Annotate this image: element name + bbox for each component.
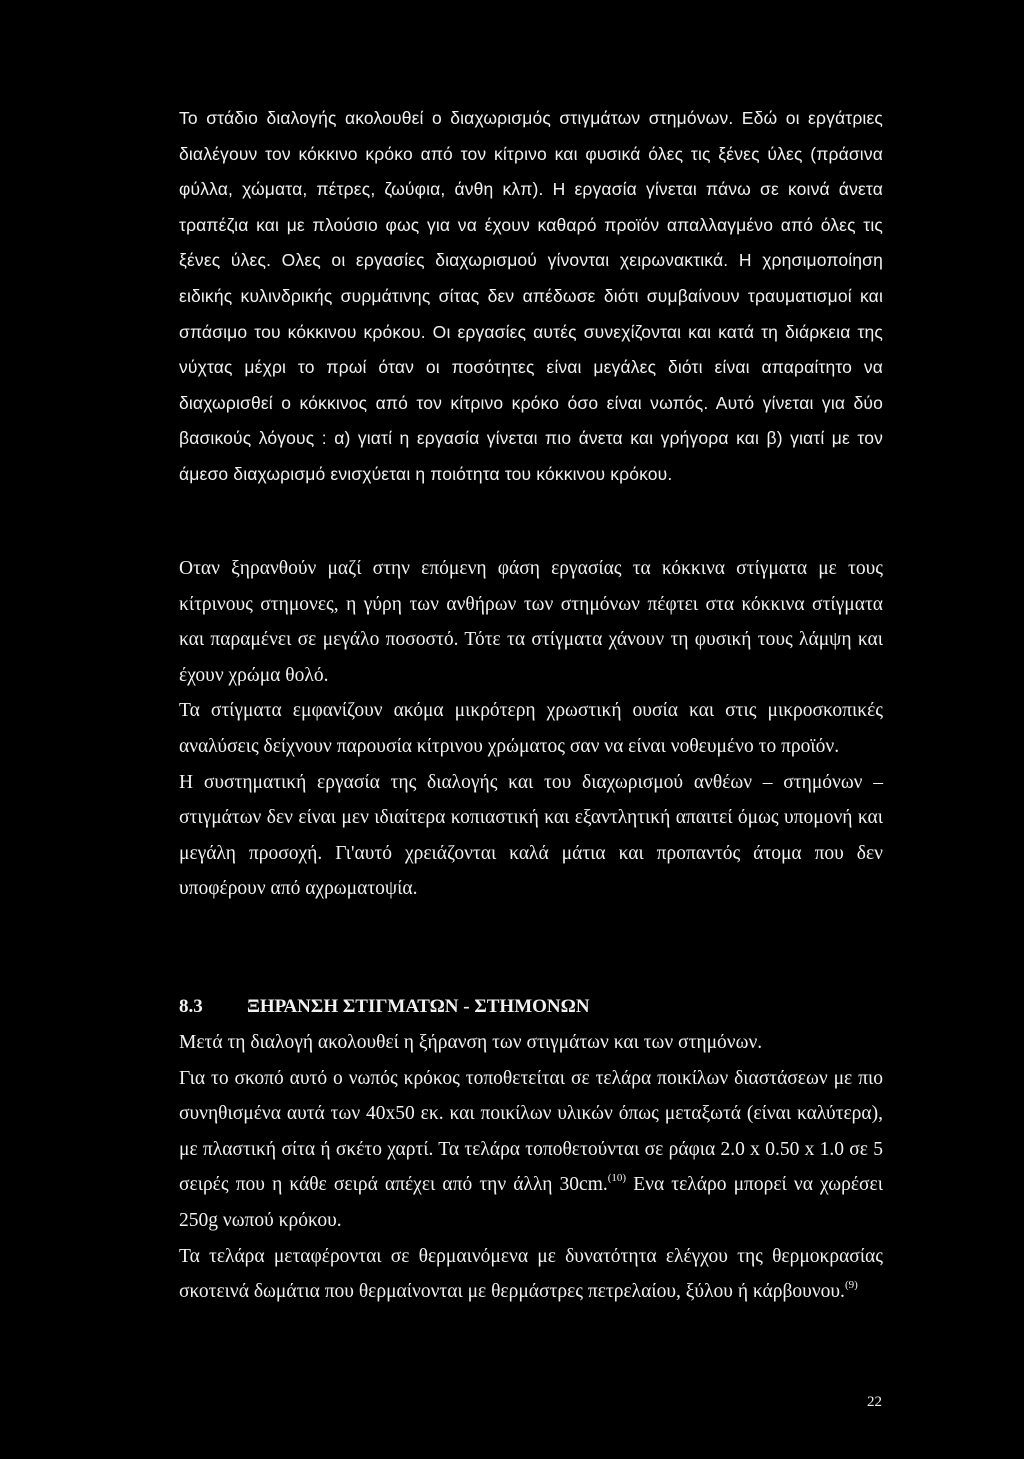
frames-text: Για το σκοπό αυτό ο νωπός κρόκος τοποθετείται σε τελάρα ποικίλων διαστάσεων με πιο συνηθισμένα αυτά των 40x50 εκ. και ποικίλων υλικών όπως μεταξωτά (είναι καλύτερα), με πλαστική σίτα ή σκέτο χαρτί. Τα τελάρα τοποθετούνται σε ράφια 2.0 x 0.50 x 1.0 σε 5 σειρές που η κάθε σειρά απέχει από την άλλη 30cm.: [179, 1067, 883, 1196]
section-drying-text: [179, 1025, 883, 1310]
section-pollen-text: [179, 551, 883, 907]
paragraph-pigment: Τα στίγματα εμφανίζουν ακόμα μικρότερη χρωστική ουσία και στις μικροσκοπικές αναλύσεις δείχνουν παρουσία κίτρινου χρώματος σαν να είναι νοθευμένο το προϊόν.: [179, 700, 883, 757]
footnote-ref-10: (10): [607, 1171, 627, 1184]
page-number: 22: [867, 1394, 882, 1410]
paragraph-drying-rooms: [179, 1239, 883, 1310]
rooms-text: Τα τελάρα μεταφέρονται σε θερμαινόμενα με δυνατότητα ελέγχου της θερμοκρασίας σκοτεινά δωμάτια που θερμαίνονται με θερμάστρες πετρελαίου, ξύλου ή κάρβουνου.: [179, 1245, 883, 1303]
section-heading: [179, 989, 883, 1025]
paragraph-drying-frames: [179, 1061, 883, 1239]
paragraph-systematic-work: Η συστηματική εργασία της διαλογής και του διαχωρισμού ανθέων – στημόνων – στιγμάτων δεν είναι μεν ιδιαίτερα κοπιαστική και εξαντλητική απαιτεί όμως υπομονή και μεγάλη προσοχή. Γι'αυτό χρειάζονται καλά μάτια και προπαντός άτομα που δεν υποφέρουν από αχρωματοψία.: [179, 771, 883, 900]
footnote-ref-9: (9): [844, 1278, 858, 1291]
paragraph-pollen: Οταν ξηρανθούν μαζί στην επόμενη φάση εργασίας τα κόκκινα στίγματα με τους κίτρινους στημονες, η γύρη των ανθήρων των στημόνων πέφτει στα κόκκινα στίγματα και παραμένει σε μεγάλο ποσοστό. Τότε τα στίγματα χάνουν τη φυσική τους λάμψη και έχουν χρώμα θολό.: [179, 558, 883, 686]
section-title: ΞΗΡΑΝΣΗ ΣΤΙΓΜΑΤΩΝ - ΣΤΗΜΟΝΩΝ: [247, 996, 590, 1017]
section-number: 8.3: [179, 996, 203, 1017]
frames-capacity-text: Ενα τελάρο μπορεί να χωρέσει 250g νωπού κρόκου.: [179, 1174, 883, 1231]
paragraph-sorting: Το στάδιο διαλογής ακολουθεί ο διαχωρισμός στιγμάτων στημόνων. Εδώ οι εργάτριες διαλέγουν τον κόκκινο κρόκο από τον κίτρινο και φυσικά όλες τις ξένες ύλες (πράσινα φύλλα, χώματα, πέτρες, ζωύφια, άνθη κλπ). Η εργασία γίνεται πάνω σε κοινά άνετα τραπέζια και με πλούσιο φως για να έχουν καθαρό προϊόν απαλλαγμένο από όλες τις ξένες ύλες. Ολες οι εργασίες διαχωρισμού γίνονται χειρωνακτικά. Η χρησιμοποίηση ειδικής κυλινδρικής συρμάτινης σίτας δεν απέδωσε διότι συμβαίνουν τραυματισμοί και σπάσιμο του κόκκινου κρόκου. Οι εργασίες αυτές συνεχίζονται και κατά τη διάρκεια της νύχτας μέχρι το πρωί όταν οι ποσότητες είναι μεγάλες διότι είναι απαραίτητο να διαχωρισθεί ο κόκκινος από τον κίτρινο κρόκο όσο είναι νωπός. Αυτό γίνεται για δύο βασικούς λόγους : α) γιατί η εργασία γίνεται πιο άνετα και γρήγορα και β) γιατί με τον άμεσο διαχωρισμό ενισχύεται η ποιότητα του κόκκινου κρόκου.: [179, 108, 883, 484]
paragraph-drying-intro: Μετά τη διαλογή ακολουθεί η ξήρανση των στιγμάτων και των στημόνων.: [179, 1032, 763, 1053]
section-sorting-text: [179, 101, 883, 493]
